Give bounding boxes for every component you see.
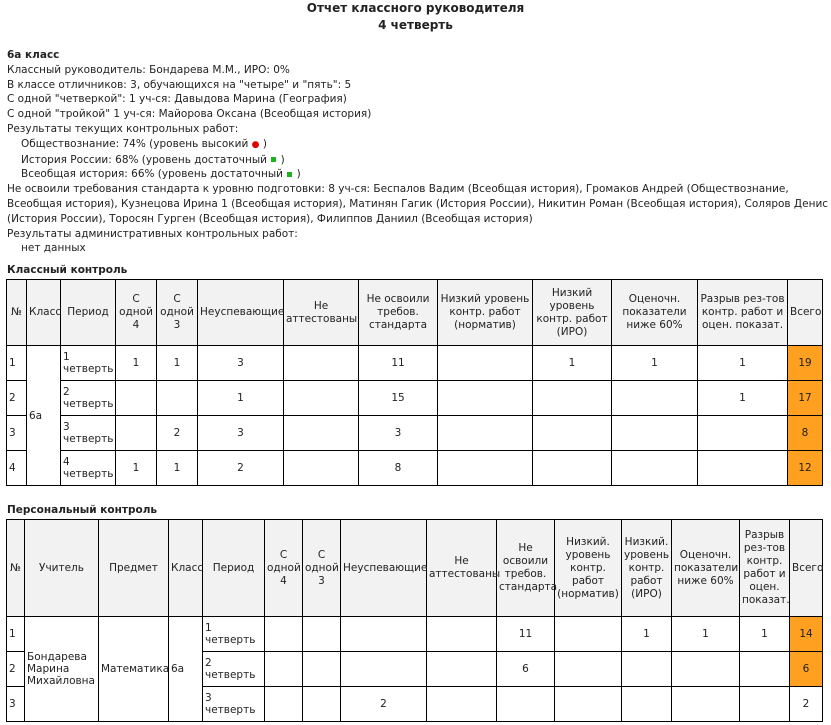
class-control-table: [6, 279, 823, 486]
not-attested-cell: [284, 346, 359, 381]
not-attested-cell: [284, 451, 359, 486]
below-60-cell: [672, 687, 740, 722]
low-norm-cell: [438, 451, 533, 486]
failing-cell: 1: [198, 381, 284, 416]
gap-cell: [740, 652, 790, 687]
gap-cell: [698, 451, 788, 486]
result-item-text: Обществознание: 74% (уровень высокий: [21, 137, 249, 150]
failing-cell: 2: [341, 687, 427, 722]
col-header: Неуспевающие: [198, 280, 284, 346]
total-cell: 12: [788, 451, 823, 486]
col-header: Не освоили требов. стандарта: [359, 280, 438, 346]
row-number: 1: [7, 617, 25, 652]
gap-cell: 1: [698, 346, 788, 381]
table-row: [7, 451, 823, 486]
table-row: [7, 346, 823, 381]
one-three-cell: 1: [157, 346, 198, 381]
col-header: Не аттестованы: [427, 520, 497, 617]
admin-results-value: нет данных: [21, 242, 86, 255]
one-three-cell: [303, 687, 341, 722]
one-four-cell: [265, 652, 303, 687]
class-control-title: Классный контроль: [7, 264, 128, 277]
col-header: Всего: [790, 520, 823, 617]
low-iro-cell: [533, 381, 612, 416]
personal-control-title: Персональный контроль: [7, 504, 158, 517]
failing-cell: 3: [198, 346, 284, 381]
one-three-cell: 2: [157, 416, 198, 451]
report-quarter: 4 четверть: [378, 18, 453, 32]
period-cell: 3 четверть: [203, 687, 265, 722]
period-cell: 2 четверть: [203, 652, 265, 687]
green-square-icon: [271, 157, 276, 162]
one-three-cell: [157, 381, 198, 416]
admin-results-title: Результаты административных контрольных работ:: [7, 227, 298, 240]
result-item: Обществознание: 74% (уровень высокий ● ): [21, 137, 267, 150]
class-name: 6а класс: [7, 49, 60, 61]
class-teacher: Классный руководитель: Бондарева М.М., ИРО: 0%: [7, 63, 290, 76]
low-norm-cell: [438, 346, 533, 381]
not-attested-cell: [284, 416, 359, 451]
one-four-cell: 1: [116, 346, 157, 381]
one-four-cell: 1: [116, 451, 157, 486]
total-cell: 6: [790, 652, 823, 687]
not-attested-cell: [284, 381, 359, 416]
failing-cell: [341, 617, 427, 652]
not-mastered-cell: 8: [359, 451, 438, 486]
period-cell: 1 четверть: [203, 617, 265, 652]
table-row: [7, 617, 823, 652]
below-60-cell: [612, 381, 698, 416]
col-header: Класс: [169, 520, 203, 617]
period-cell: 3 четверть: [61, 416, 116, 451]
red-dot-icon: ●: [251, 139, 260, 150]
not-attested-cell: [427, 617, 497, 652]
col-header: Оценочн. показатели ниже 60%: [672, 520, 740, 617]
col-header: Не аттестованы: [284, 280, 359, 346]
col-header: С одной 3: [303, 520, 341, 617]
below-60-cell: 1: [612, 346, 698, 381]
col-header: №: [7, 520, 25, 617]
col-header: Низкий уровень контр. работ (ИРО): [533, 280, 612, 346]
report-title: [0, 0, 831, 34]
subject-cell: Математика: [99, 617, 169, 722]
low-norm-cell: [555, 617, 622, 652]
total-cell: 14: [790, 617, 823, 652]
not-mastered-cell: [497, 687, 555, 722]
col-header: Неуспевающие: [341, 520, 427, 617]
total-cell: 2: [790, 687, 823, 722]
col-header: Класс: [27, 280, 61, 346]
personal-control-table: [6, 519, 823, 722]
table-row: [7, 416, 823, 451]
col-header: Период: [203, 520, 265, 617]
col-header: С одной 4: [116, 280, 157, 346]
col-header: Разрыв рез-тов контр. работ и оцен. показат.: [698, 280, 788, 346]
one-three-cell: [303, 617, 341, 652]
one-three-students: С одной "тройкой" 1 уч-ся: Майорова Оксана (Всеобщая история): [7, 108, 372, 121]
low-norm-cell: [438, 381, 533, 416]
not-mastered-cell: 3: [359, 416, 438, 451]
green-square-icon: [287, 172, 292, 177]
class-control-header-row: [7, 280, 823, 346]
col-header: Низкий. уровень контр. работ (норматив): [555, 520, 622, 617]
one-four-cell: [116, 416, 157, 451]
teacher-cell: Бондарева Марина Михайловна: [25, 617, 99, 722]
low-norm-cell: [555, 687, 622, 722]
gap-cell: [698, 416, 788, 451]
col-header: Всего: [788, 280, 823, 346]
col-header: Низкий. уровень контр. работ (ИРО): [622, 520, 672, 617]
failing-cell: 3: [198, 416, 284, 451]
col-header: Оценочн. показатели ниже 60%: [612, 280, 698, 346]
report-title-line: Отчет классного руководителя: [306, 1, 525, 15]
failing-cell: [341, 652, 427, 687]
current-results-title: Результаты текущих контрольных работ:: [7, 122, 239, 135]
not-attested-cell: [427, 652, 497, 687]
row-number: 4: [7, 451, 27, 486]
class-info: [0, 48, 831, 256]
one-four-cell: [265, 617, 303, 652]
col-header: №: [7, 280, 27, 346]
not-mastered-cell: 11: [497, 617, 555, 652]
col-header: Учитель: [25, 520, 99, 617]
col-header: Низкий уровень контр. работ (норматив): [438, 280, 533, 346]
class-cell: 6а: [27, 346, 61, 486]
low-iro-cell: 1: [533, 346, 612, 381]
gap-cell: 1: [698, 381, 788, 416]
below-60-cell: [612, 451, 698, 486]
row-number: 3: [7, 687, 25, 722]
failing-cell: 2: [198, 451, 284, 486]
low-iro-cell: [622, 652, 672, 687]
total-cell: 17: [788, 381, 823, 416]
low-norm-cell: [438, 416, 533, 451]
period-cell: 2 четверть: [61, 381, 116, 416]
period-cell: 4 четверть: [61, 451, 116, 486]
low-iro-cell: [622, 687, 672, 722]
excellent-students: В классе отличников: 3, обучающихся на "четыре" и "пять": 5: [7, 78, 352, 91]
not-mastered-cell: 15: [359, 381, 438, 416]
total-cell: 8: [788, 416, 823, 451]
low-iro-cell: [533, 451, 612, 486]
gap-cell: [740, 687, 790, 722]
result-item-text: История России: 68% (уровень достаточный: [21, 153, 267, 166]
one-three-cell: [303, 652, 341, 687]
total-cell: 19: [788, 346, 823, 381]
below-60-cell: [672, 652, 740, 687]
below-60-cell: [612, 416, 698, 451]
row-number: 2: [7, 381, 27, 416]
row-number: 2: [7, 652, 25, 687]
col-header: С одной 4: [265, 520, 303, 617]
col-header: Разрыв рез-тов контр. работ и оцен. показат.: [740, 520, 790, 617]
not-mastered-cell: 6: [497, 652, 555, 687]
one-four-cell: [265, 687, 303, 722]
col-header: Предмет: [99, 520, 169, 617]
col-header: Период: [61, 280, 116, 346]
personal-control-header-row: [7, 520, 823, 617]
low-norm-cell: [555, 652, 622, 687]
row-number: 3: [7, 416, 27, 451]
one-four-students: С одной "четверкой": 1 уч-ся: Давыдова Марина (География): [7, 93, 347, 106]
low-iro-cell: 1: [622, 617, 672, 652]
class-cell: 6а: [169, 617, 203, 722]
col-header: Не освоили требов. стандарта: [497, 520, 555, 617]
one-four-cell: [116, 381, 157, 416]
period-cell: 1 четверть: [61, 346, 116, 381]
gap-cell: 1: [740, 617, 790, 652]
not-mastered-cell: 11: [359, 346, 438, 381]
low-iro-cell: [533, 416, 612, 451]
not-mastered-students: Не освоили требования стандарта к уровню подготовки: 8 уч-ся: Беспалов Вадим (Всеобщая история), Громаков Андрей (Обществознание, Всеобщая история), Кузнецова Ирина 1 (Всеобщая история), Матинян Гагик (История России), Никитин Роман (Всеобщая история), Соляров Денис (История России), Торосян Гурген (Всеобщая история), Филиппов Даниил (Всеобщая история): [7, 183, 829, 225]
result-item: Всеобщая история: 66% (уровень достаточный ): [21, 168, 301, 181]
one-three-cell: 1: [157, 451, 198, 486]
table-row: [7, 381, 823, 416]
result-item-text: Всеобщая история: 66% (уровень достаточный: [21, 168, 283, 181]
row-number: 1: [7, 346, 27, 381]
col-header: С одной 3: [157, 280, 198, 346]
not-attested-cell: [427, 687, 497, 722]
result-item: История России: 68% (уровень достаточный ): [21, 153, 285, 166]
below-60-cell: 1: [672, 617, 740, 652]
